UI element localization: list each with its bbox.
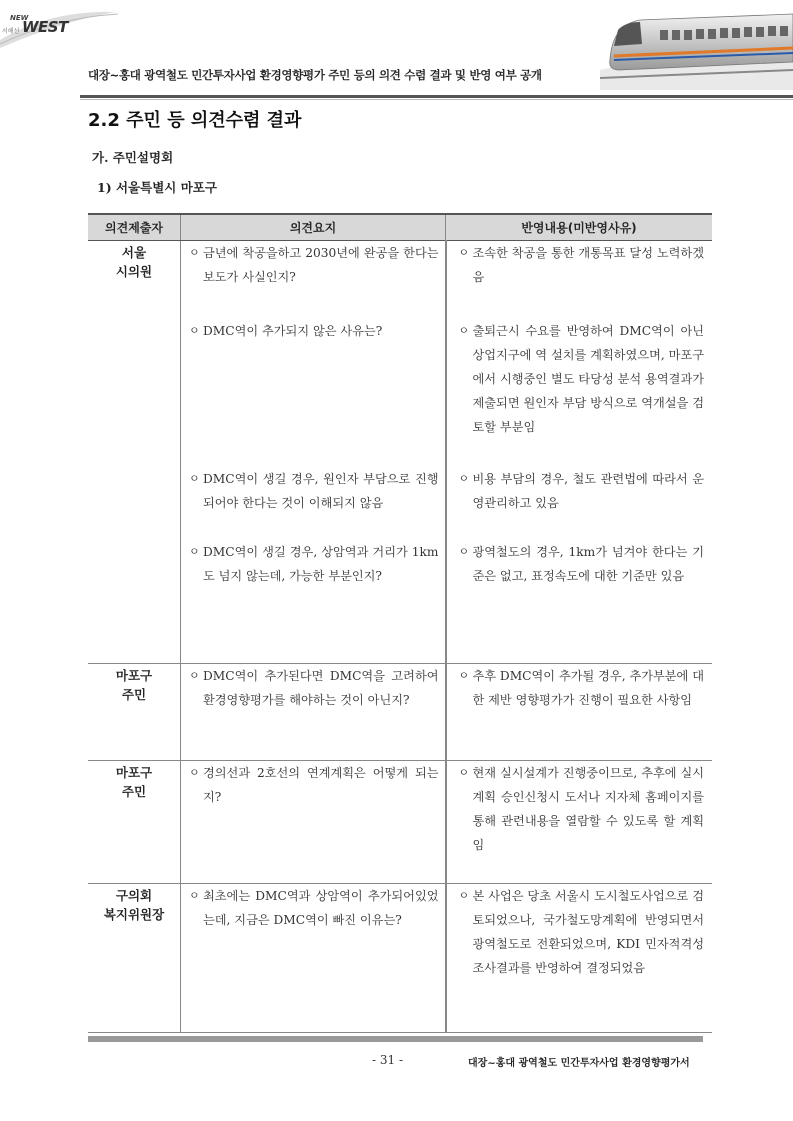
submitter-line: 시의원	[115, 264, 153, 279]
opinion-text: DMC역이 생길 경우, 상암역과 거리가 1km도 넘지 않는데, 가능한 부분인지?	[203, 545, 439, 583]
opinion-cell	[181, 241, 446, 664]
table-row	[88, 241, 712, 664]
response-text: 추후 DMC역이 추가될 경우, 추가부분에 대한 제반 영향평가가 진행이 필요한 사항임	[472, 669, 704, 707]
response-cell	[446, 664, 713, 761]
opinion-text: DMC역이 추가된다면 DMC역을 고려하여 환경영향평가를 해야하는 것이 아닌지?	[203, 669, 439, 707]
new-west-logo	[0, 0, 120, 50]
footer-doc-title: 대장~홍대 광역철도 민간투자사업 환경영향평가서	[468, 1058, 690, 1069]
submitter-cell	[88, 761, 181, 884]
response-text: 현재 실시설계가 진행중이므로, 추후에 실시계획 승인신청시 도서나 지자체 홈페이지를 통해 관련내용을 열람할 수 있도록 할 계획임	[472, 766, 704, 852]
bullet-icon: ㅇ	[189, 889, 200, 902]
header-opinion: 의견요지	[181, 214, 446, 241]
bullet-icon: ㅇ	[189, 766, 200, 779]
submitter-line: 복지위원장	[103, 907, 165, 922]
bullet-icon: ㅇ	[458, 246, 470, 259]
header-submitter: 의견제출자	[88, 214, 181, 241]
train-icon	[600, 0, 793, 90]
footer-rule	[88, 1036, 703, 1042]
table-row	[88, 664, 712, 761]
opinion-cell	[181, 664, 446, 761]
submitter-line: 주민	[121, 784, 147, 799]
bullet-icon: ㅇ	[458, 889, 470, 902]
bullet-icon: ㅇ	[189, 246, 200, 259]
bullet-icon: ㅇ	[189, 545, 200, 558]
response-cell	[446, 884, 713, 1033]
logo-west-text: WEST	[22, 18, 68, 36]
bullet-icon: ㅇ	[458, 669, 470, 682]
logo-sub-text: 서해선	[2, 28, 20, 35]
submitter-line: 마포구	[115, 668, 153, 683]
header-rule-thin	[80, 99, 793, 100]
response-cell	[446, 761, 713, 884]
section-title: 2.2 주민 등 의견수렴 결과	[88, 110, 302, 131]
response-text: 광역철도의 경우, 1km가 넘겨야 한다는 기준은 없고, 표정속도에 대한 기준만 있음	[472, 545, 704, 583]
subsection-title: 가. 주민설명회	[92, 150, 174, 165]
table-row	[88, 884, 712, 1033]
response-text: 출퇴근시 수요를 반영하여 DMC역이 아닌 상업지구에 역 설치를 계획하였으며, 마포구에서 시행중인 별도 타당성 분석 용역결과가 제출되면 원인자 부담 방식으로 역개설을 검토할 부분임	[472, 324, 704, 434]
submitter-cell	[88, 241, 181, 664]
bullet-icon: ㅇ	[458, 324, 470, 337]
opinion-text: 경의선과 2호선의 연계계획은 어떻게 되는지?	[203, 766, 439, 804]
header-rule	[80, 95, 793, 98]
opinion-text: 최초에는 DMC역과 상암역이 추가되어있었는데, 지금은 DMC역이 빠진 이유는?	[203, 889, 439, 927]
bullet-icon: ㅇ	[458, 472, 470, 485]
bullet-icon: ㅇ	[189, 472, 200, 485]
bullet-icon: ㅇ	[458, 766, 470, 779]
page-header	[0, 0, 793, 82]
opinion-table	[88, 213, 712, 1033]
submitter-line: 구의회	[115, 888, 153, 903]
opinion-text: DMC역이 생길 경우, 원인자 부담으로 진행되어야 한다는 것이 이해되지 않음	[203, 472, 439, 510]
submitter-line: 마포구	[115, 765, 153, 780]
logo-new-text: NEW	[10, 14, 29, 22]
opinion-cell	[181, 761, 446, 884]
submitter-line: 주민	[121, 687, 147, 702]
submitter-cell	[88, 664, 181, 761]
subsubsection-title: 1) 서울특별시 마포구	[97, 180, 217, 195]
response-text: 본 사업은 당초 서울시 도시철도사업으로 검토되었으나, 국가철도망계획에 반영되면서 광역철도로 전환되었으며, KDI 민자적격성 조사결과를 반영하여 결정되었음	[472, 889, 704, 975]
table-row	[88, 761, 712, 884]
response-cell	[446, 241, 713, 664]
opinion-text: DMC역이 추가되지 않은 사유는?	[203, 324, 383, 338]
submitter-line: 서울	[121, 245, 147, 260]
response-text: 조속한 착공을 통한 개통목표 달성 노력하겠음	[472, 246, 704, 284]
opinion-text: 금년에 착공을하고 2030년에 완공을 한다는 보도가 사실인지?	[203, 246, 439, 284]
bullet-icon: ㅇ	[189, 669, 200, 682]
page-number: - 31 -	[372, 1053, 404, 1067]
header-response: 반영내용(미반영사유)	[446, 214, 713, 241]
bullet-icon: ㅇ	[189, 324, 200, 337]
opinion-cell	[181, 884, 446, 1033]
header-doc-title: 대장~홍대 광역철도 민간투자사업 환경영향평가 주민 등의 의견 수렴 결과 및 반영 여부 공개	[88, 68, 542, 82]
response-text: 비용 부담의 경우, 철도 관련법에 따라서 운영관리하고 있음	[472, 472, 704, 510]
table-header-row	[88, 214, 712, 241]
submitter-cell	[88, 884, 181, 1033]
bullet-icon: ㅇ	[458, 545, 470, 558]
